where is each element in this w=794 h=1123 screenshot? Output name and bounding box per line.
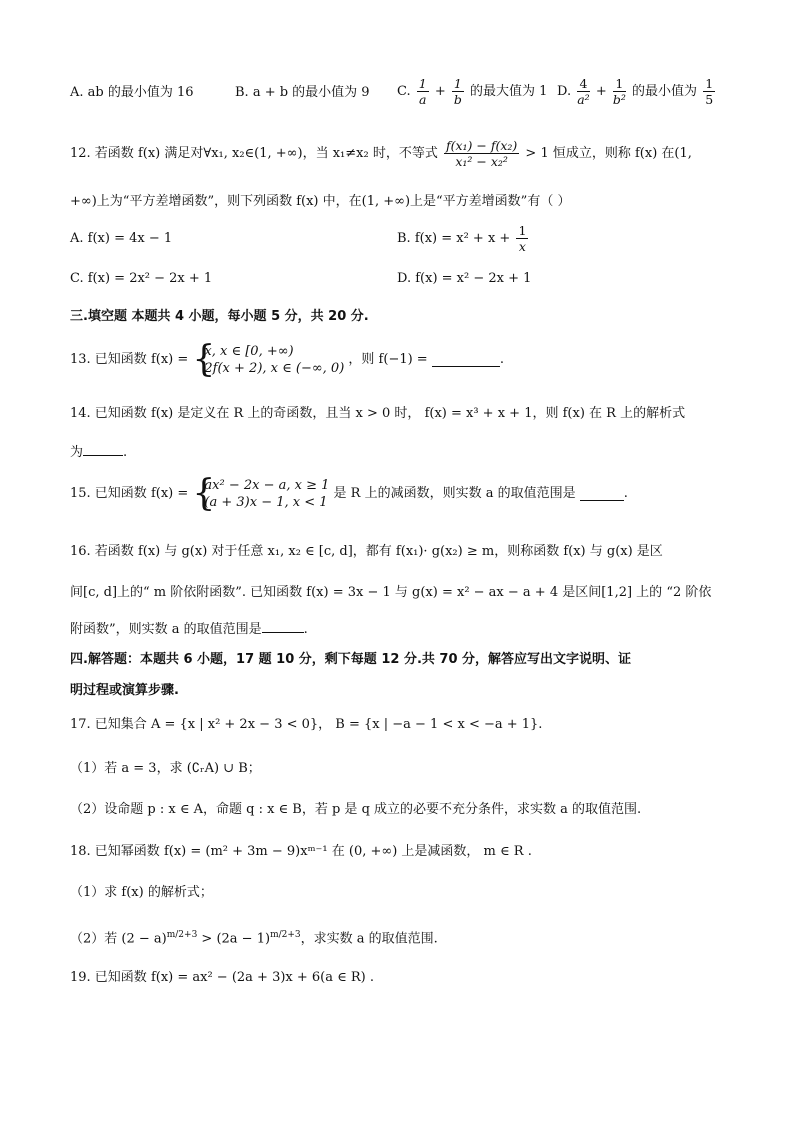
q11-option-b: B. a + b 的最小值为 9 bbox=[235, 85, 370, 100]
q12-stem-line2: +∞)上为“平方差增函数”，则下列函数 f(x) 中，在(1, +∞)上是“平方差增函数”有（ ） bbox=[70, 194, 571, 209]
q12-option-d: D. f(x) = x² − 2x + 1 bbox=[397, 271, 532, 286]
section-4-heading-line2: 明过程或演算步骤. bbox=[70, 683, 179, 698]
q17-part2: （2）设命题 p : x ∈ A，命题 q : x ∈ B，若 p 是 q 成立的必要不充分条件，求实数 a 的取值范围. bbox=[70, 802, 642, 817]
fraction: $\frac{1}{x}$ bbox=[518, 223, 527, 254]
q12-option-c: C. f(x) = 2x² − 2x + 1 bbox=[70, 271, 213, 286]
q12-stem-line1: 12. 若函数 f(x) 满足对∀x₁, x₂∈(1, +∞)，当 x₁≠x₂ 时，不等式 $\frac{\text{f(x₁) − f(x₂)}}{\text{x₁² − x₂²}}$ > 1 恒成立，则称 f(x) 在(1, bbox=[70, 138, 692, 169]
q17-stem: 17. 已知集合 A = {x | x² + 2x − 3 < 0}， B = {x | −a − 1 < x < −a + 1}. bbox=[70, 717, 543, 732]
fraction: $\frac{1}{a}$ bbox=[418, 76, 427, 107]
section-3-heading: 三.填空题 本题共 4 小题，每小题 5 分，共 20 分. bbox=[70, 309, 369, 324]
answer-blank[interactable] bbox=[580, 488, 624, 501]
q12-option-a: A. f(x) = 4x − 1 bbox=[70, 231, 173, 246]
fraction: $\frac{1}{\text{b²}}$ bbox=[612, 76, 626, 107]
q16-line1: 16. 若函数 f(x) 与 g(x) 对于任意 x₁, x₂ ∈ [c, d]，都有 f(x₁)· g(x₂) ≥ m，则称函数 f(x) 与 g(x) 是区 bbox=[70, 544, 663, 559]
fraction: $\frac{\text{f(x₁) − f(x₂)}}{\text{x₁² − x₂²}}$ bbox=[445, 138, 518, 169]
answer-blank[interactable] bbox=[83, 443, 123, 456]
fraction: $\frac{4}{\text{a²}}$ bbox=[577, 76, 590, 107]
q11-option-c: C. $\frac{1}{a}$ + $\frac{1}{b}$ 的最大值为 1 bbox=[397, 76, 548, 107]
piecewise-brace: { x, x ∈ [0, +∞) 2f(x + 2), x ∈ (−∞, 0) bbox=[192, 339, 345, 380]
q12-option-b: B. f(x) = x² + x + $\frac{1}{x}$ bbox=[397, 223, 527, 254]
answer-blank[interactable] bbox=[432, 354, 500, 367]
q11-option-c-label: C. bbox=[397, 84, 411, 99]
q15: 15. 已知函数 f(x) = { ax² − 2x − a, x ≥ 1 (a + 3)x − 1, x < 1 是 R 上的减函数，则实数 a 的取值范围是 . bbox=[70, 473, 628, 514]
answer-blank[interactable] bbox=[262, 620, 304, 633]
fraction: $\frac{1}{5}$ bbox=[705, 76, 714, 107]
q18-stem: 18. 已知幂函数 f(x) = (m² + 3m − 9)xᵐ⁻¹ 在 (0, +∞) 上是减函数， m ∈ R . bbox=[70, 844, 532, 859]
q17-part1: （1）若 a = 3，求 (∁ᵣA) ∪ B； bbox=[70, 761, 261, 776]
q18-part2: （2）若 $(2 - a)^{m/2+3} > (2a - 1)^{m/2+3}$，求实数 a 的取值范围. bbox=[70, 930, 438, 947]
q11-option-a: A. ab 的最小值为 16 bbox=[70, 85, 194, 100]
q14-line1: 14. 已知函数 f(x) 是定义在 R 上的奇函数，且当 x > 0 时， f(x) = x³ + x + 1，则 f(x) 在 R 上的解析式 bbox=[70, 406, 686, 421]
q14-line2: 为 . bbox=[70, 445, 128, 460]
q13: 13. 已知函数 f(x) = { x, x ∈ [0, +∞) 2f(x + 2), x ∈ (−∞, 0) ，则 f(−1) = . bbox=[70, 339, 504, 380]
q16-line3: 附函数”，则实数 a 的取值范围是 . bbox=[70, 622, 308, 637]
section-4-heading-line1: 四.解答题：本题共 6 小题，17 题 10 分，剩下每题 12 分.共 70 分，解答应写出文字说明、证 bbox=[70, 652, 632, 667]
q16-line2: 间[c, d]上的“ m 阶依附函数”. 已知函数 f(x) = 3x − 1 与 g(x) = x² − ax − a + 4 是区间[1,2] 上的 “2 阶依 bbox=[70, 585, 712, 600]
piecewise-brace: { ax² − 2x − a, x ≥ 1 (a + 3)x − 1, x < 1 bbox=[192, 473, 330, 514]
q11-option-d: D. $\frac{4}{\text{a²}}$ + $\frac{1}{\text{b²}}$ 的最小值为 $\frac{1}{5}$ bbox=[557, 76, 714, 107]
q18-part1: （1）求 f(x) 的解析式； bbox=[70, 885, 213, 900]
q19-stem: 19. 已知函数 f(x) = ax² − (2a + 3)x + 6(a ∈ R) . bbox=[70, 970, 375, 985]
fraction: $\frac{1}{b}$ bbox=[453, 76, 462, 107]
